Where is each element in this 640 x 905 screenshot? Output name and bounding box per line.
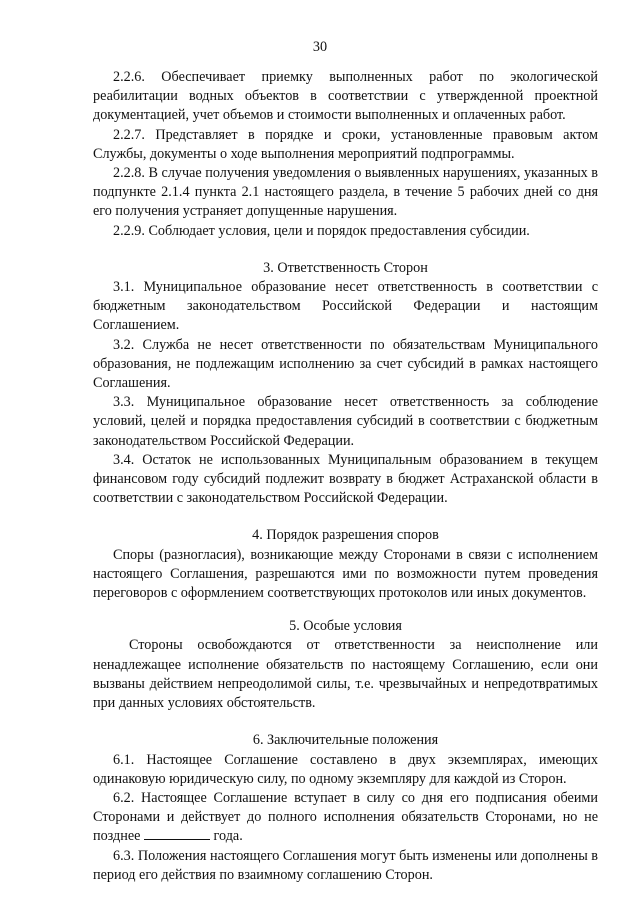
document-body [93, 68, 598, 885]
clause-3-4: 3.4. Остаток не использованных Муниципальным образованием в текущем финансовом году субсидий подлежит возврату в бюджет Астраханской области в соответствии с законодательством Российской Федерации. [93, 451, 598, 507]
clause-3-3: 3.3. Муниципальное образование несет ответственность за соблюдение условий, целей и порядка предоставления субсидий в соответствии с бюджетным законодательством Российской Федерации. [93, 394, 598, 449]
clause-6-2 [93, 789, 598, 847]
clause-6-3: 6.3. Положения настоящего Соглашения могут быть изменены или дополнены в период его действия по взаимному соглашению Сторон. [93, 847, 598, 883]
section-5-text: Стороны освобождаются от ответственности за неисполнение или ненадлежащее исполнение обязательств по настоящему Соглашению, если они вызваны действием непреодолимой силы, т.е. чрезвычайных и непредотвратимых при данных условиях обстоятельств. [93, 637, 598, 712]
clause-6-2-end: года. [213, 828, 243, 845]
clause-2-2-6: 2.2.6. Обеспечивает приемку выполненных работ по экологической реабилитации водных объектов в соответствии с утвержденной проектной документацией, учет объемов и стоимости выполненных и оплаченных работ. [93, 69, 598, 124]
section-3-heading: 3. Ответственность Сторон [263, 259, 428, 276]
clause-6-2-text: 6.2. Настоящее Соглашение вступает в силу со дня его подписания обеими Сторонами и действует до полного исполнения обязательств Сторонами, но не позднее [93, 789, 598, 845]
clause-3-2: 3.2. Служба не несет ответственности по обязательствам Муниципального образования, не подлежащим исполнению за счет субсидий в рамках настоящего Соглашения. [93, 336, 598, 392]
clause-6-1: 6.1. Настоящее Соглашение составлено в двух экземплярах, имеющих одинаковую юридическую силу, по одному экземпляру для каждой из Сторон. [93, 751, 598, 787]
section-5-heading: 5. Особые условия [289, 618, 402, 635]
clause-3-1: 3.1. Муниципальное образование несет ответственность в соответствии с бюджетным законодательством Российской Федерации и настоящим Соглашением. [93, 279, 598, 334]
section-6-heading: 6. Заключительные положения [252, 732, 439, 749]
clause-2-2-9: 2.2.9. Соблюдает условия, цели и порядок предоставления субсидии. [113, 222, 530, 239]
date-blank-line [144, 827, 210, 840]
section-4-text: Споры (разногласия), возникающие между Сторонами в связи с исполнением настоящего Соглашения, разрешаются ими по возможности путем проведения переговоров с оформлением соответствующих протоколов или иных документов. [93, 546, 598, 602]
page-number: 30 [312, 39, 328, 55]
section-4-heading: 4. Порядок разрешения споров [252, 527, 439, 544]
clause-2-2-8: 2.2.8. В случае получения уведомления о выявленных нарушениях, указанных в подпункте 2.1.4 пункта 2.1 настоящего раздела, в течение 5 рабочих дней со дня его получения устраняет допущенные нарушения. [93, 165, 598, 220]
clause-2-2-7: 2.2.7. Представляет в порядке и сроки, установленные правовым актом Службы, документы о ходе выполнения мероприятий подпрограммы. [93, 126, 598, 162]
